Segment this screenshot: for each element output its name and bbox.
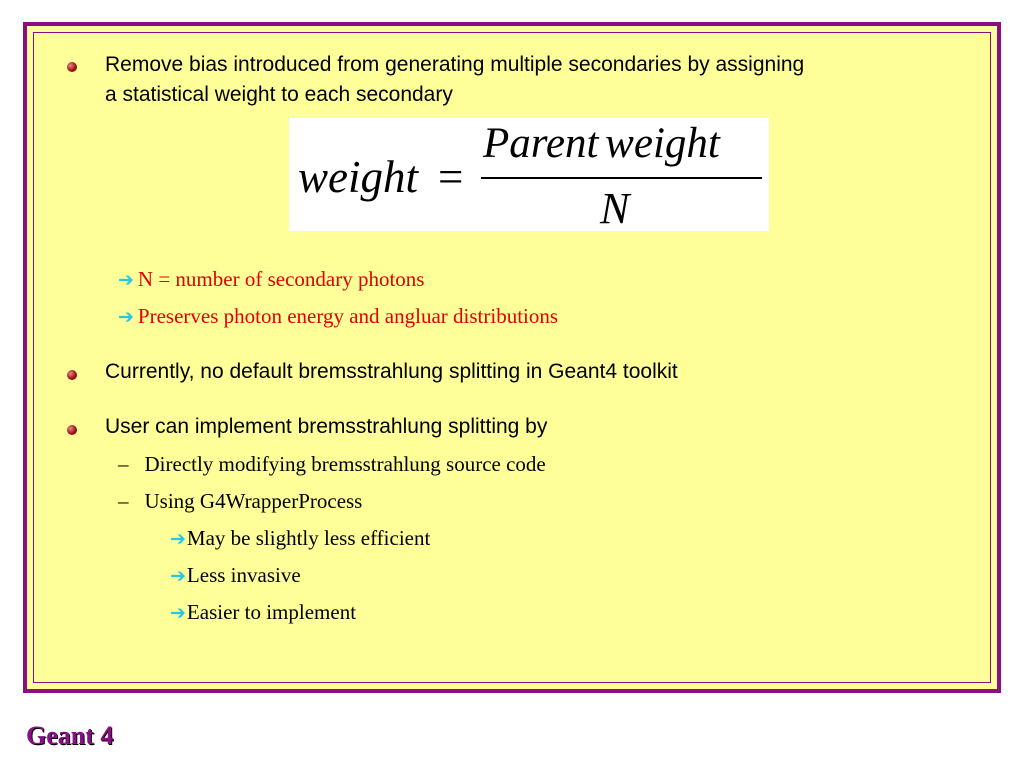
sub-arrow-item-2	[170, 563, 301, 588]
dash-item-2	[118, 489, 362, 514]
fraction-line	[481, 177, 762, 179]
dash-marker: –	[118, 489, 129, 513]
bullet-icon	[67, 370, 77, 380]
right-arrow-icon: ➔	[118, 306, 134, 328]
right-arrow-icon: ➔	[170, 565, 186, 587]
formula-equals: =	[438, 152, 464, 202]
arrow-item-2-label: Preserves photon energy and angluar distributions	[137, 304, 559, 328]
sub-arrow-item-1	[170, 526, 430, 551]
dash-item-1	[118, 452, 546, 477]
dash-item-1-label: Directly modifying bremsstrahlung source code	[144, 452, 546, 476]
arrow-item-1	[118, 267, 424, 292]
dash-marker: –	[118, 452, 129, 476]
formula-denominator: N	[600, 184, 630, 233]
bullet-1-line-2: a statistical weight to each secondary	[105, 83, 453, 106]
formula-lhs: weight	[298, 152, 418, 202]
sub-arrow-item-1-label: May be slightly less efficient	[186, 526, 431, 550]
right-arrow-icon: ➔	[170, 528, 186, 550]
footer-logo-text: Geant 4	[26, 721, 114, 750]
bullet-icon	[67, 425, 77, 435]
bullet-1-line-1: Remove bias introduced from generating multiple secondaries by assigning	[105, 53, 805, 76]
sub-arrow-item-3	[170, 600, 356, 625]
sub-arrow-item-3-label: Easier to implement	[186, 600, 357, 624]
bullet-icon	[67, 62, 77, 72]
dash-item-2-label: Using G4WrapperProcess	[144, 489, 363, 513]
bullet-2: Currently, no default bremsstrahlung splitting in Geant4 toolkit	[105, 360, 678, 383]
right-arrow-icon: ➔	[118, 269, 134, 291]
right-arrow-icon: ➔	[170, 602, 186, 624]
formula-numerator: Parent weight	[483, 120, 720, 167]
sub-arrow-item-2-label: Less invasive	[186, 563, 301, 587]
arrow-item-1-label: N = number of secondary photons	[137, 267, 425, 291]
arrow-item-2	[118, 304, 558, 329]
bullet-3: User can implement bremsstrahlung splitting by	[105, 415, 548, 438]
